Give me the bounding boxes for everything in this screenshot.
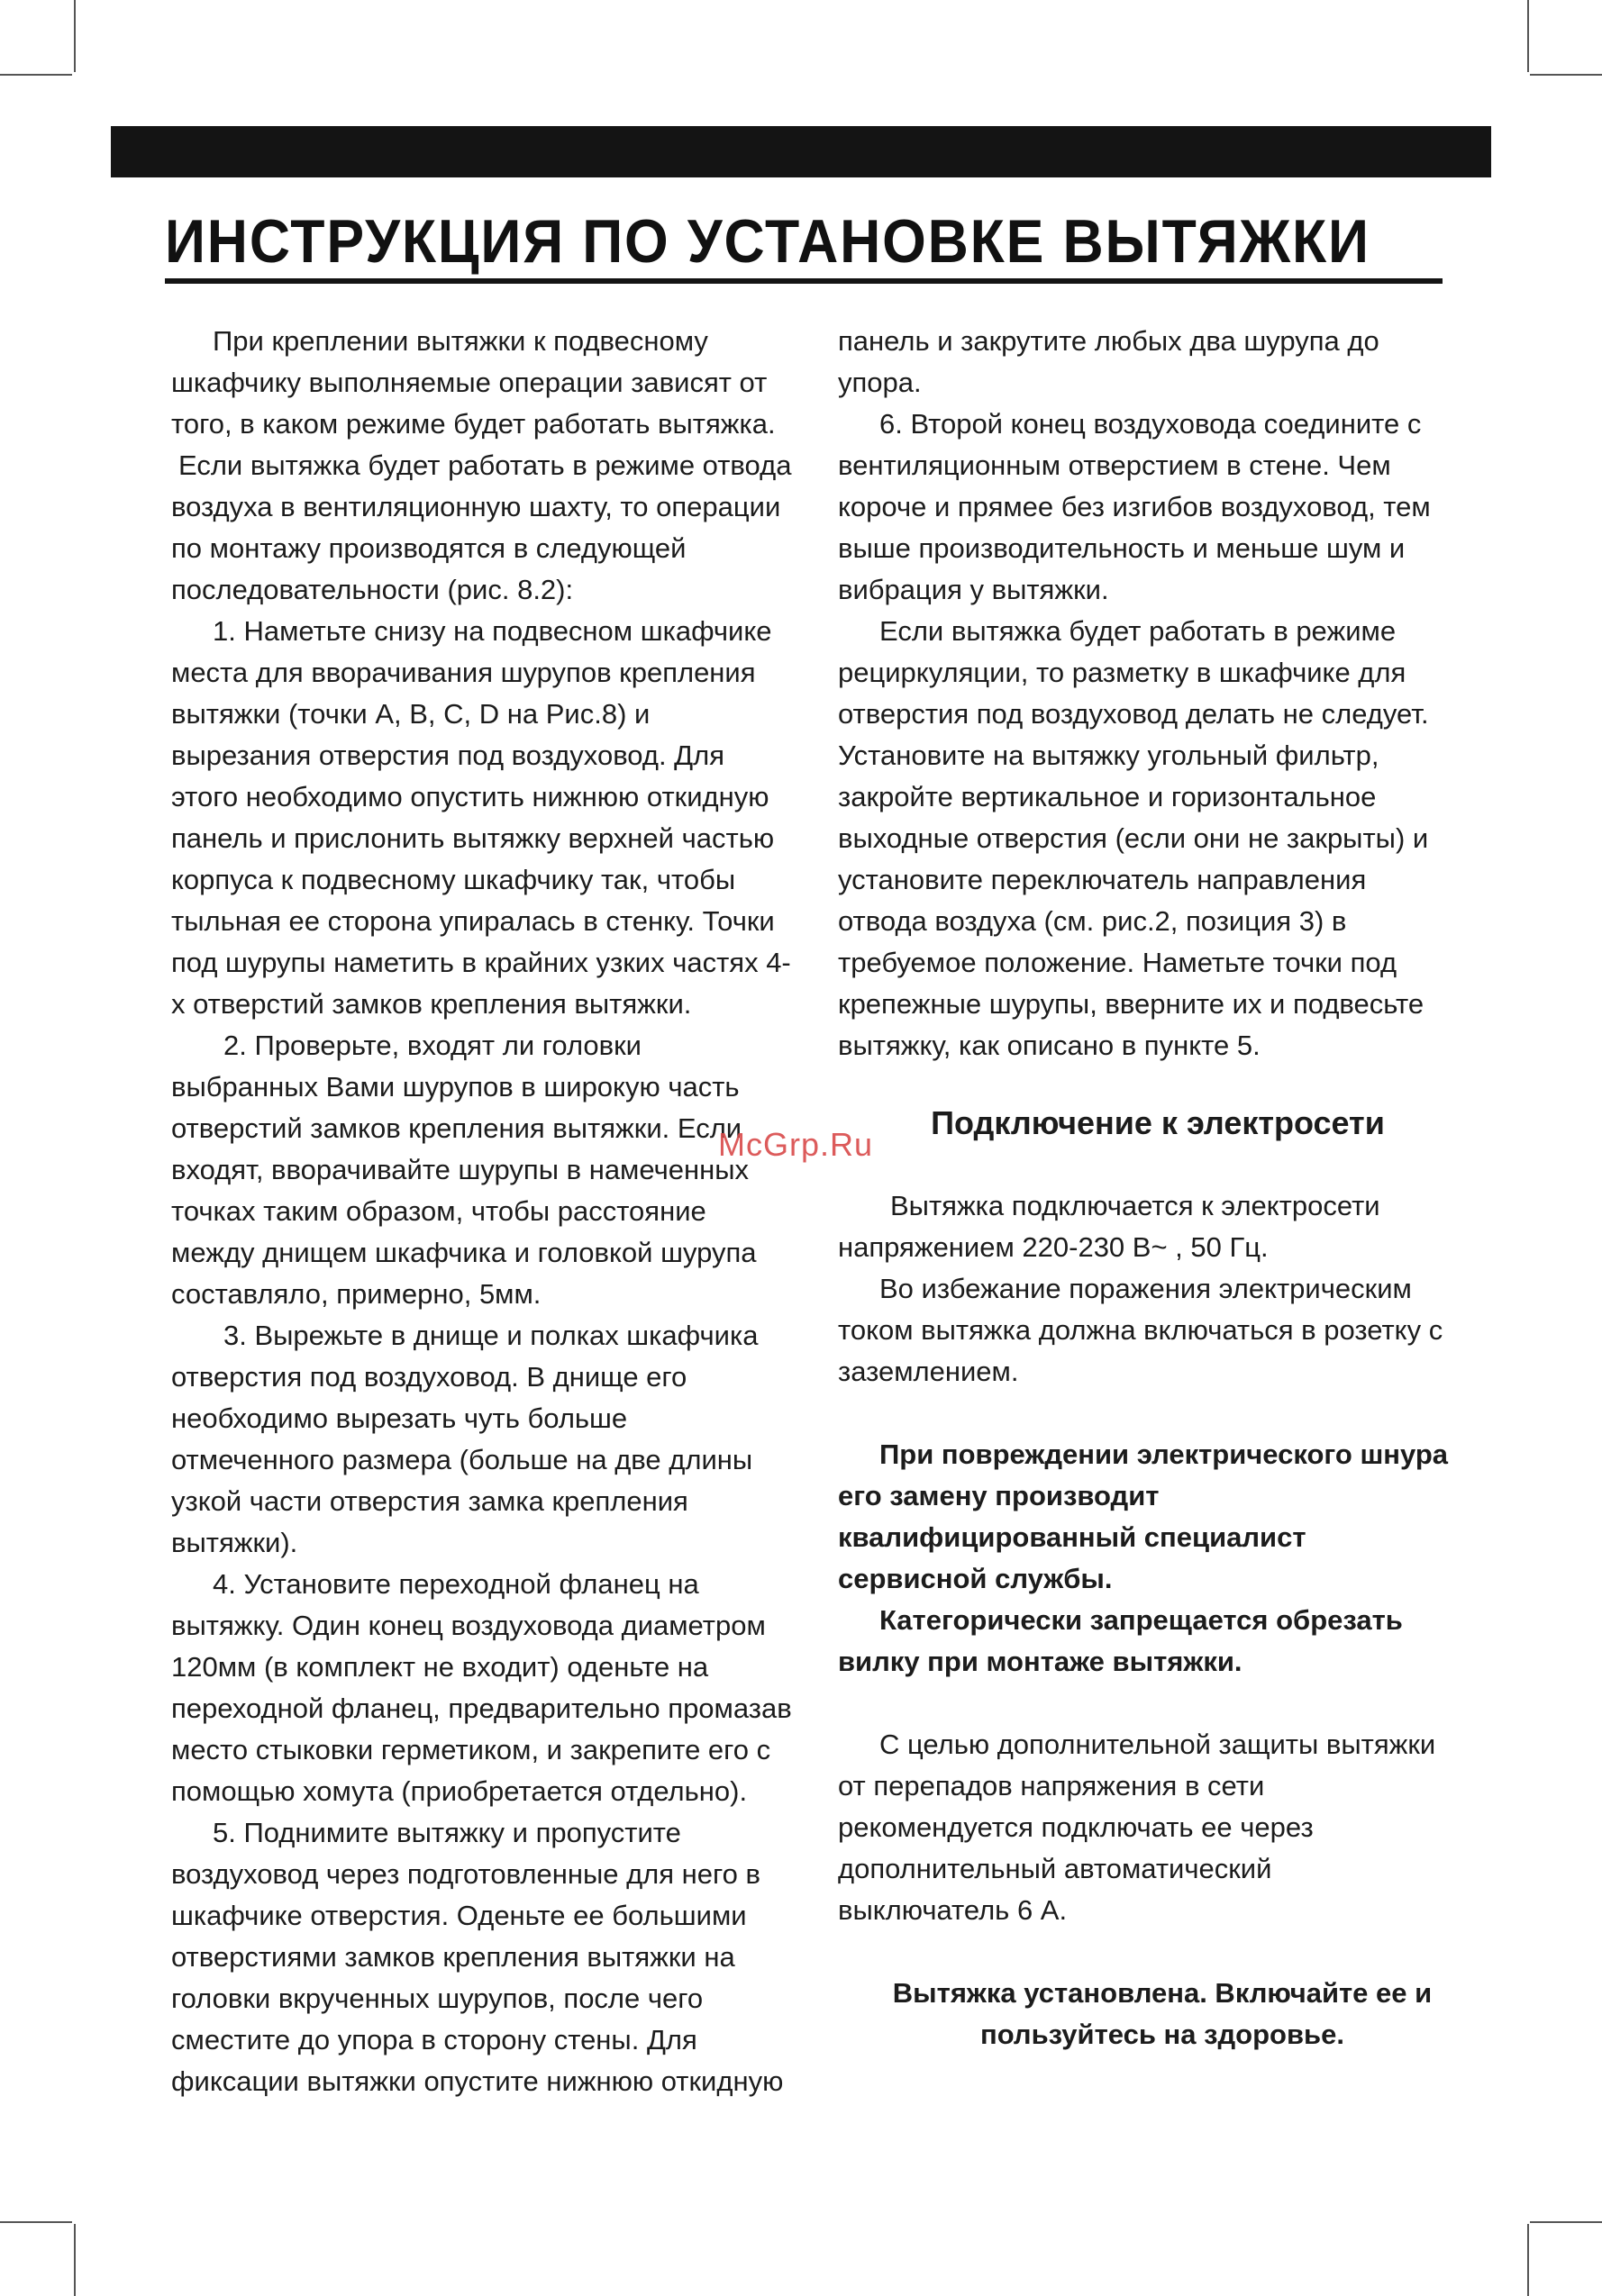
crop-mark bbox=[1530, 2221, 1602, 2223]
crop-mark bbox=[74, 0, 76, 72]
intro-mode-paragraph: Если вытяжка будет работать в режиме отвода воздуха в вентиляционную шахту, то операции по монтажу производятся в следующей последовательности (рис. 8.2): bbox=[171, 449, 792, 605]
section-heading-power: Подключение к электросети bbox=[931, 1104, 1385, 1141]
step-5-continuation: панель и закрутите любых два шурупа до упора. bbox=[838, 325, 1379, 398]
crop-mark bbox=[74, 2224, 76, 2296]
crop-mark bbox=[0, 74, 72, 76]
crop-mark bbox=[0, 2221, 72, 2223]
plug-warning-paragraph: Категорически запрещается обрезать вилку при монтаже вытяжки. bbox=[838, 1604, 1403, 1677]
spacer bbox=[838, 1683, 1451, 1724]
grounding-paragraph: Во избежание поражения электрическим током вытяжка должна включаться в розетку с заземлением. bbox=[838, 1273, 1443, 1387]
crop-mark bbox=[1527, 0, 1529, 72]
step-5-paragraph: 5. Поднимите вытяжку и пропустите воздуховод через подготовленные для него в шкафчике отверстия. Оденьте ее большими отверстиями замков крепления вытяжки на головки вкрученных шурупов, после чего сместите до упора в сторону стены. Для фиксации вытяжки опустите нижнюю откидную bbox=[171, 1817, 784, 2097]
header-bar bbox=[111, 126, 1491, 177]
protection-paragraph: С целью дополнительной защиты вытяжки от перепадов напряжения в сети рекомендуется подключать ее через дополнительный автоматический выключатель 6 А. bbox=[838, 1729, 1436, 1926]
step-1-paragraph: 1. Наметьте снизу на подвесном шкафчике места для вворачивания шурупов крепления вытяжки (точки A, B, C, D на Рис.8) и вырезания отверстия под воздуховод. Для этого необходимо опустить нижнюю откидную панель и прислонить вытяжку верхней частью корпуса к подвесному шкафчику так, чтобы тыльная ее сторона упиралась в стенку. Точки под шурупы наметить в крайних узких частях 4-х отверстий замков крепления вытяжки. bbox=[171, 615, 791, 1020]
recirculation-paragraph: Если вытяжка будет работать в режиме рециркуляции, то разметку в шкафчике для отверстия под воздуховод делать не следует. Установите на вытяжку угольный фильтр, закройте вертикальное и горизонтальное выходные отверстия (если они не закрыты) и установите переключатель направления отвода воздуха (см. рис.2, позиция 3) в требуемое положение. Наметьте точки под крепежные шурупы, вверните их и подвесьте вытяжку, как описано в пункте 5. bbox=[838, 615, 1429, 1061]
spacer bbox=[838, 1393, 1451, 1434]
title-underline bbox=[165, 278, 1443, 284]
final-message: Вытяжка установлена. Включайте ее и пользуйтесь на здоровье. bbox=[892, 1977, 1433, 2050]
cord-warning-paragraph: При повреждении электрического шнура его замену производит квалифицированный специалист сервисной службы. bbox=[838, 1438, 1449, 1594]
intro-paragraph: При креплении вытяжки к подвесному шкафчику выполняемые операции зависят от того, в каком режиме будет работать вытяжка. bbox=[171, 325, 776, 440]
power-spec-paragraph: Вытяжка подключается к электросети напряжением 220-230 В~ , 50 Гц. bbox=[838, 1190, 1380, 1263]
step-6-paragraph: 6. Второй конец воздуховода соедините с вентиляционным отверстием в стене. Чем короче и прямее без изгибов воздуховод, тем выше производительность и меньше шум и вибрация у вытяжки. bbox=[838, 408, 1431, 605]
left-column bbox=[171, 321, 793, 2102]
right-column bbox=[838, 321, 1451, 2056]
step-3-paragraph: 3. Вырежьте в днище и полках шкафчика отверстия под воздуховод. В днище его необходимо вырезать чуть больше отмеченного размера (больше на две длины узкой части отверстия замка крепления вытяжки). bbox=[171, 1320, 759, 1558]
watermark-text: McGrp.Ru bbox=[718, 1126, 874, 1163]
step-4-paragraph: 4. Установите переходной фланец на вытяжку. Один конец воздуховода диаметром 120мм (в комплект не входит) оденьте на переходной фланец, предварительно промазав место стыковки герметиком, и закрепите его с помощью хомута (приобретается отдельно). bbox=[171, 1568, 792, 1807]
spacer bbox=[838, 1931, 1451, 1973]
page-title: ИНСТРУКЦИЯ ПО УСТАНОВКЕ ВЫТЯЖКИ bbox=[165, 207, 1370, 276]
step-2-paragraph: 2. Проверьте, входят ли головки выбранных Вами шурупов в широкую часть отверстий замков крепления вытяжки. Если входят, вворачивайте шурупы в намеченных точках таким образом, чтобы расстояние между днищем шкафчика и головкой шурупа составляло, примерно, 5мм. bbox=[171, 1030, 757, 1310]
crop-mark bbox=[1527, 2224, 1529, 2296]
crop-mark bbox=[1530, 74, 1602, 76]
